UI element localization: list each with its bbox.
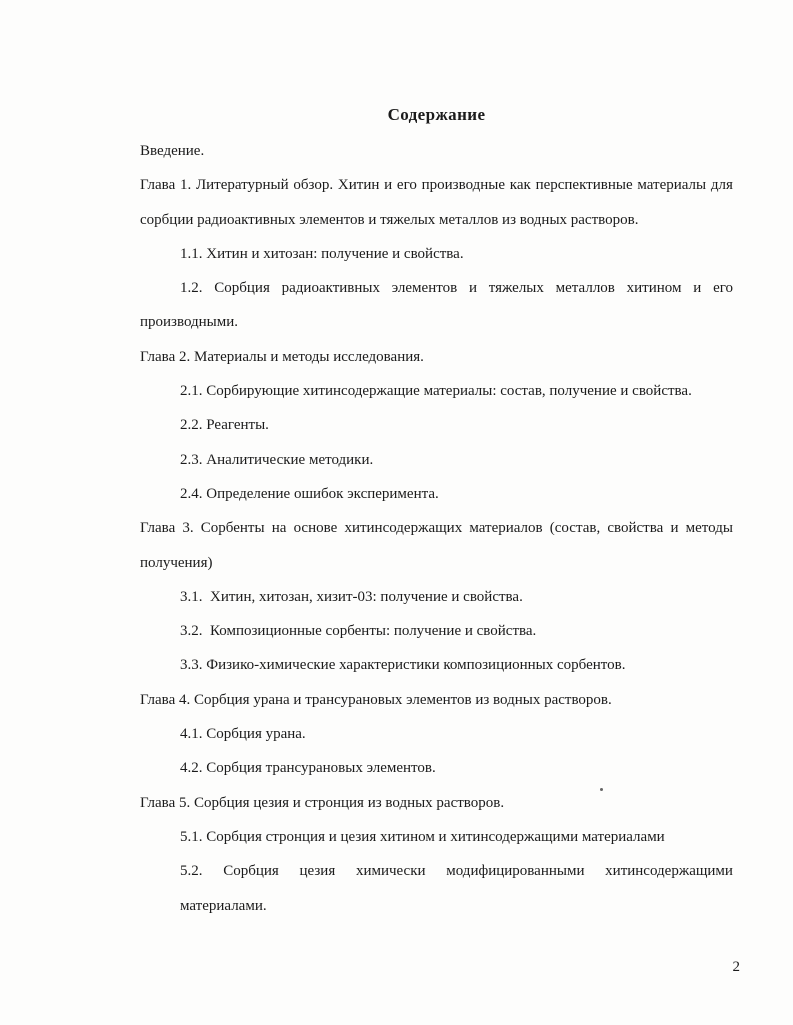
toc-line-5-2-cont: материалами. — [180, 897, 267, 914]
toc-line-introduction: Введение. — [140, 143, 205, 159]
page-title: Содержание — [387, 105, 486, 124]
toc-line-3-2: 3.2. Композиционные сорбенты: получение и свойства. — [180, 623, 537, 640]
toc-line-chapter5: Глава 5. Сорбция цезия и стронция из водных растворов. — [140, 794, 505, 811]
toc-line-3-3: 3.3. Физико-химические характеристики композиционных сорбентов. — [180, 657, 626, 674]
toc-line-1-2-cont: производными. — [140, 314, 239, 331]
toc-line-3-1: 3.1. Хитин, хитозан, хизит-03: получение и свойства. — [180, 588, 523, 605]
toc-line-chapter1-cont: сорбции радиоактивных элементов и тяжелых металлов из водных растворов. — [140, 211, 639, 228]
page-number: 2 — [732, 959, 740, 975]
toc-line-4-1: 4.1. Сорбция урана. — [180, 726, 306, 743]
toc-line-chapter1: Глава 1. Литературный обзор. Хитин и его производные как перспективные материалы для — [140, 177, 733, 194]
toc-line-1-1: 1.1. Хитин и хитозан: получение и свойства. — [180, 245, 464, 262]
toc-line-5-2: 5.2. Сорбция цезия химически модифицированными хитинсодержащими — [180, 863, 733, 880]
toc-line-1-2: 1.2. Сорбция радиоактивных элементов и тяжелых металлов хитином и его — [180, 280, 733, 297]
toc-line-chapter3: Глава 3. Сорбенты на основе хитинсодержащих материалов (состав, свойства и методы — [140, 520, 733, 537]
toc-line-chapter2: Глава 2. Материалы и методы исследования. — [140, 348, 424, 365]
toc-line-chapter3-cont: получения) — [140, 554, 213, 571]
toc-line-4-2: 4.2. Сорбция трансурановых элементов. — [180, 760, 436, 777]
toc-line-2-3: 2.3. Аналитические методики. — [180, 451, 374, 468]
toc-line-2-4: 2.4. Определение ошибок эксперимента. — [180, 485, 439, 502]
toc-content — [140, 96, 733, 923]
toc-line-2-2: 2.2. Реагенты. — [180, 417, 269, 434]
scan-artifact-dot — [600, 788, 603, 791]
toc-line-5-1: 5.1. Сорбция стронция и цезия хитином и хитинсодержащими материалами — [180, 828, 665, 845]
toc-line-2-1: 2.1. Сорбирующие хитинсодержащие материалы: состав, получение и свойства. — [180, 383, 692, 400]
toc-line-chapter4: Глава 4. Сорбция урана и трансурановых элементов из водных растворов. — [140, 691, 612, 708]
